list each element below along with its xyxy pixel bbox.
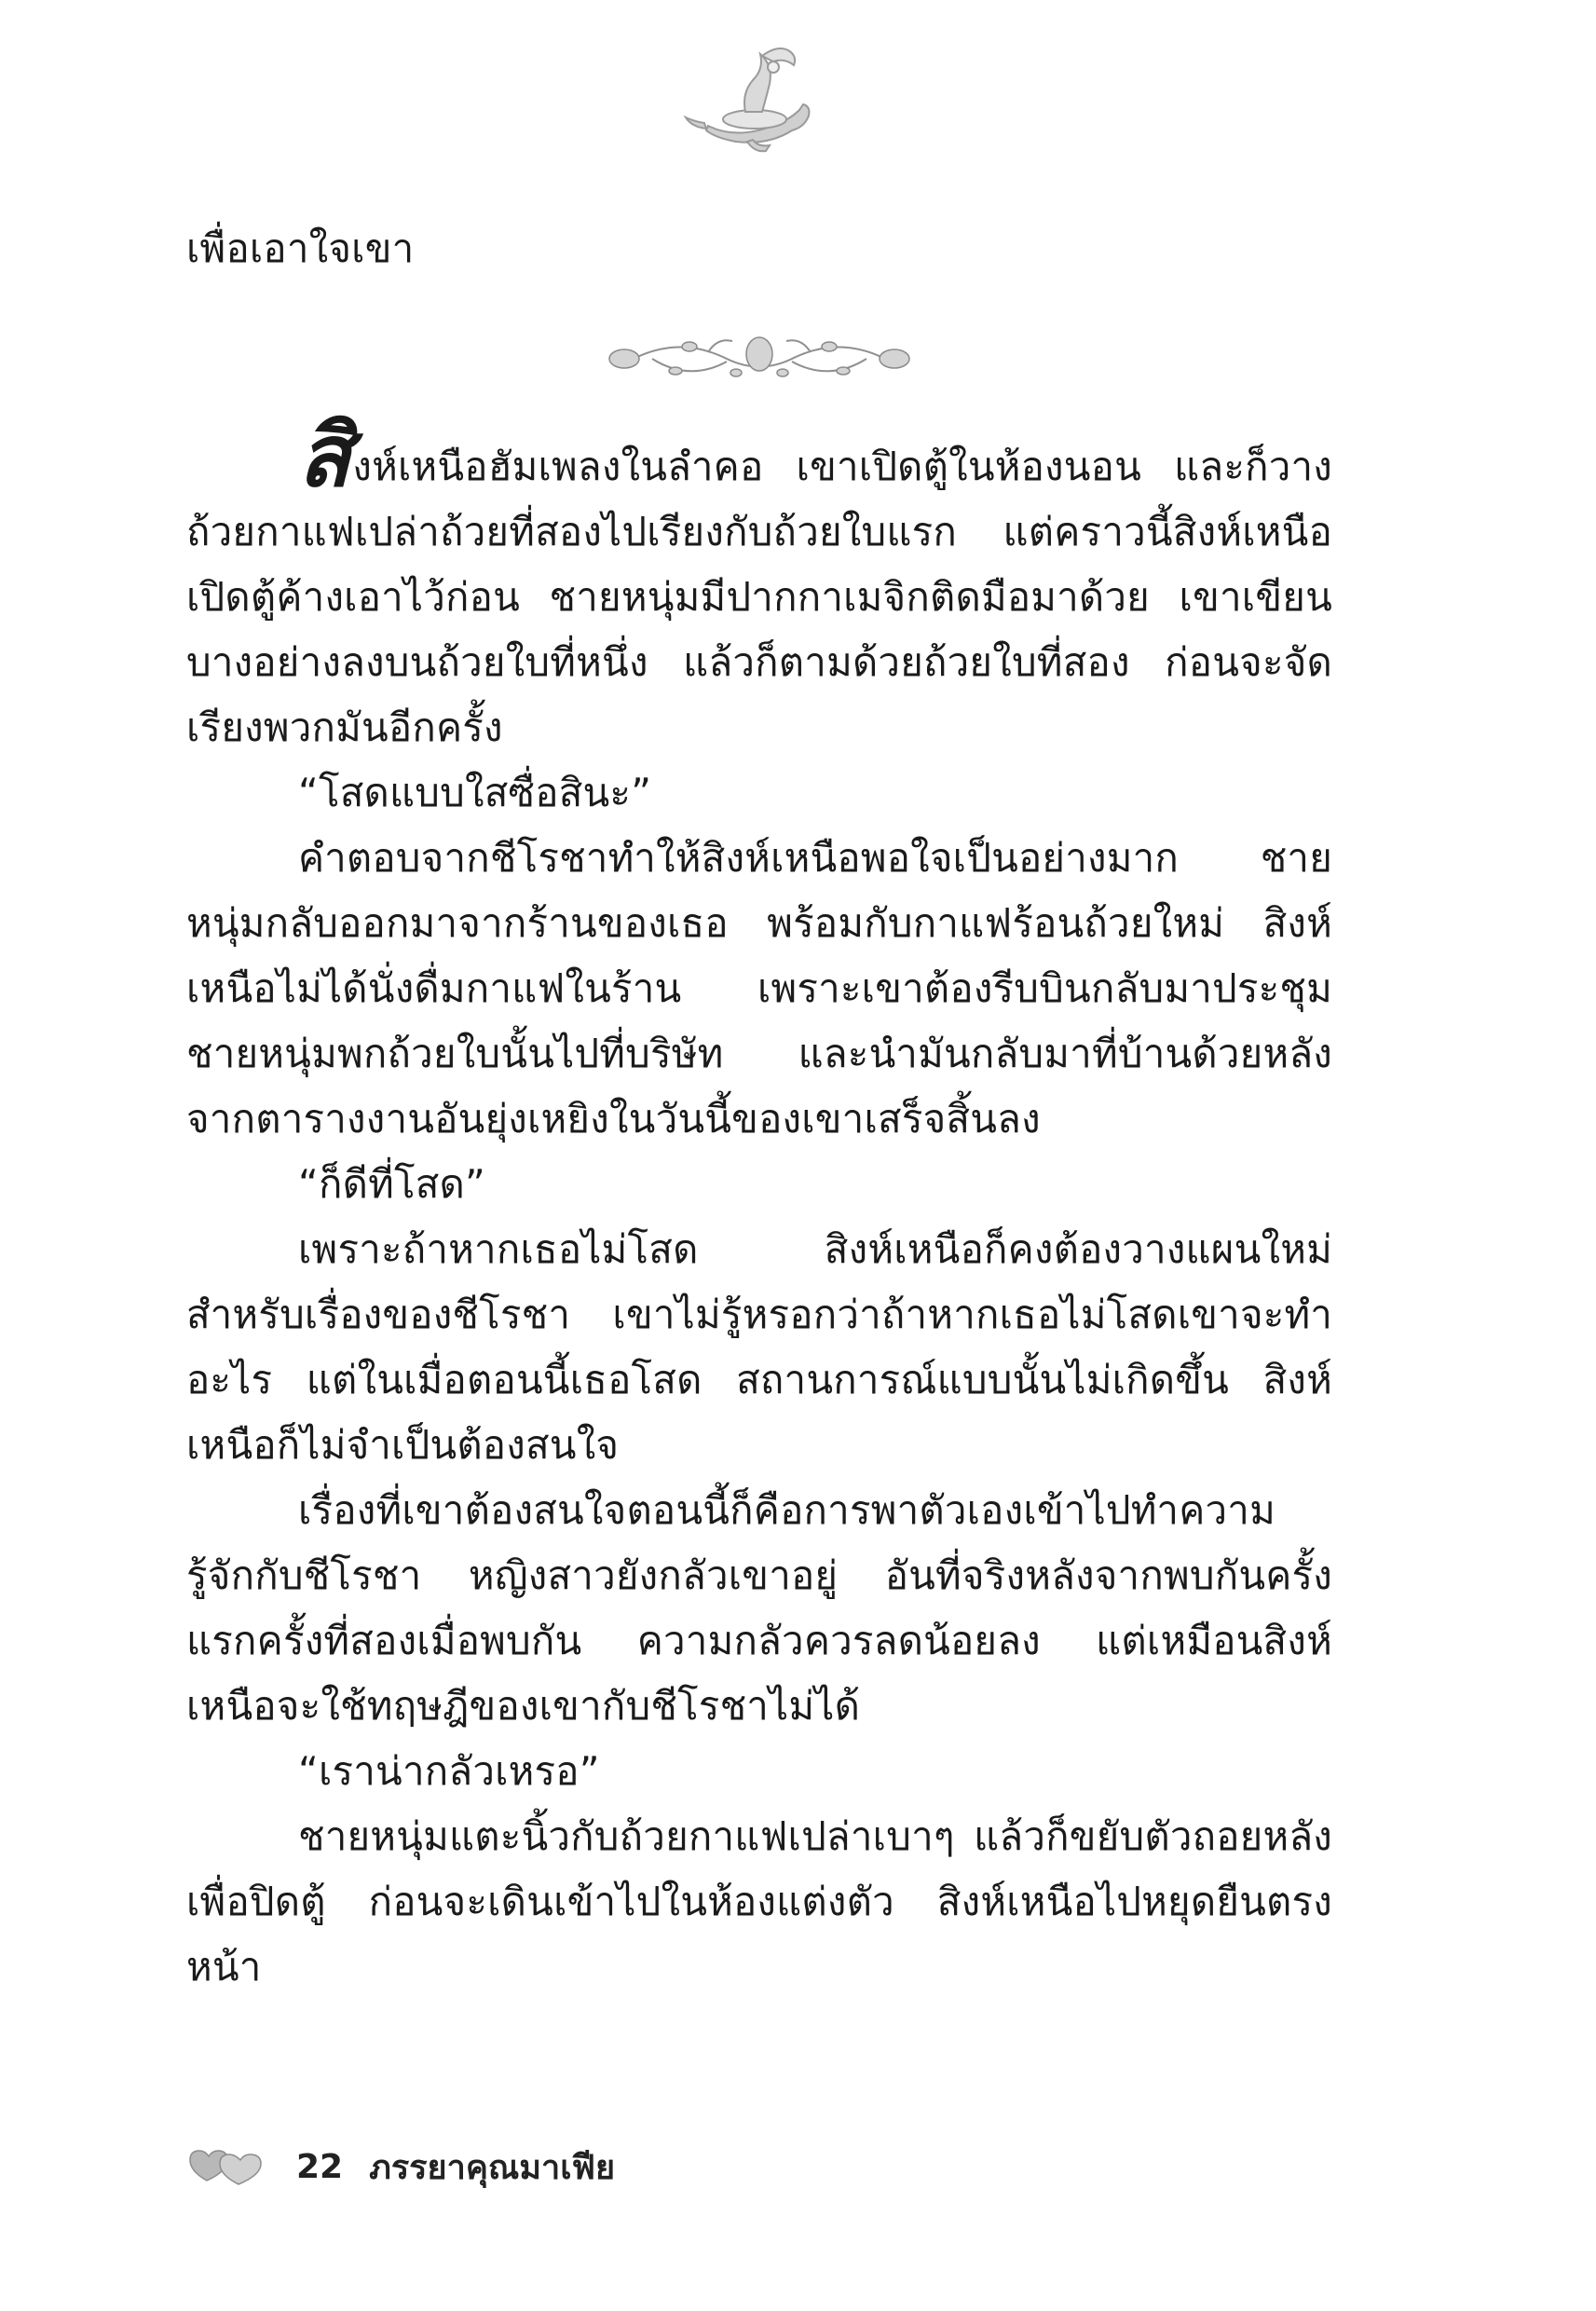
paragraph-1 — [186, 406, 1332, 760]
double-heart-icon — [186, 2143, 270, 2190]
floral-vine-divider-icon — [596, 317, 922, 401]
paragraph-8: ชายหนุ่มแตะนิ้วกับถ้วยกาแฟเปล่าเบาๆ แล้วก็ขยับตัวถอยหลังเพื่อปิดตู้ ก่อนจะเดินเข้าไปในห้องแต่งตัว สิงห์เหนือไปหยุดยืนตรงหน้า — [186, 1813, 1332, 1990]
paragraph-2: “โสดแบบใสซื่อสินะ” — [298, 770, 652, 815]
book-title: ภรรยาคุณมาเฟีย — [369, 2148, 616, 2187]
paragraph-5: เพราะถ้าหากเธอไม่โสด สิงห์เหนือก็คงต้องวางแผนใหม่สำหรับเรื่องของชีโรชา เขาไม่รู้หรอกว่าถ้าหากเธอไม่โสดเขาจะทำอะไร แต่ในเมื่อตอนนี้เธอโสด สถานการณ์แบบนั้นไม่เกิดขึ้น สิงห์เหนือก็ไม่จำเป็นต้องสนใจ — [186, 1226, 1332, 1468]
first-line — [186, 216, 1332, 281]
paragraph-1-text: งห์เหนือฮัมเพลงในลำคอ เขาเปิดตู้ในห้องนอน และก็วางถ้วยกาแฟเปล่าถ้วยที่สองไปเรียงกับถ้วยใบแรก แต่คราวนี้สิงห์เหนือเปิดตู้ค้างเอาไว้ก่อน ชายหนุ่มมีปากกาเมจิกติดมือมาด้วย เขาเขียนบางอย่างลงบนถ้วยใบที่หนึ่ง แล้วก็ตามด้วยถ้วยใบที่สอง ก่อนจะจัดเรียงพวกมันอีกครั้ง — [186, 444, 1332, 750]
paragraph: เพื่อเอาใจเขา — [186, 226, 415, 271]
genie-lamp-icon — [680, 37, 829, 158]
paragraph-4: “ก็ดีที่โสด” — [298, 1161, 485, 1207]
paragraph-7: “เราน่ากลัวเหรอ” — [298, 1748, 600, 1794]
paragraph-6: เรื่องที่เขาต้องสนใจตอนนี้ก็คือการพาตัวเองเข้าไปทำความรู้จักกับชีโรชา หญิงสาวยังกลัวเขาอยู่ อันที่จริงหลังจากพบกันครั้งแรกครั้งที่สองเมื่อพบกัน ความกลัวควรลดน้อยลง แต่เหมือนสิงห์เหนือจะใช้ทฤษฎีของเขากับชีโรชาไม่ได้ — [186, 1487, 1332, 1729]
paragraph-3: คำตอบจากชีโรชาทำให้สิงห์เหนือพอใจเป็นอย่างมาก ชายหนุ่มกลับออกมาจากร้านของเธอ พร้อมกับกาแฟร้อนถ้วยใหม่ สิงห์เหนือไม่ได้นั่งดื่มกาแฟในร้าน เพราะเขาต้องรีบบินกลับมาประชุม ชายหนุ่มพกถ้วยใบนั้นไปที่บริษัท และนำมันกลับมาที่บ้านด้วยหลังจากตารางงานอันยุ่งเหยิงในวันนี้ของเขาเสร็จสิ้นลง — [186, 835, 1332, 1142]
body-text — [186, 406, 1332, 2000]
dropcap: สิ — [298, 406, 351, 506]
page-number: 22 — [296, 2147, 344, 2186]
page-footer — [186, 2134, 615, 2199]
